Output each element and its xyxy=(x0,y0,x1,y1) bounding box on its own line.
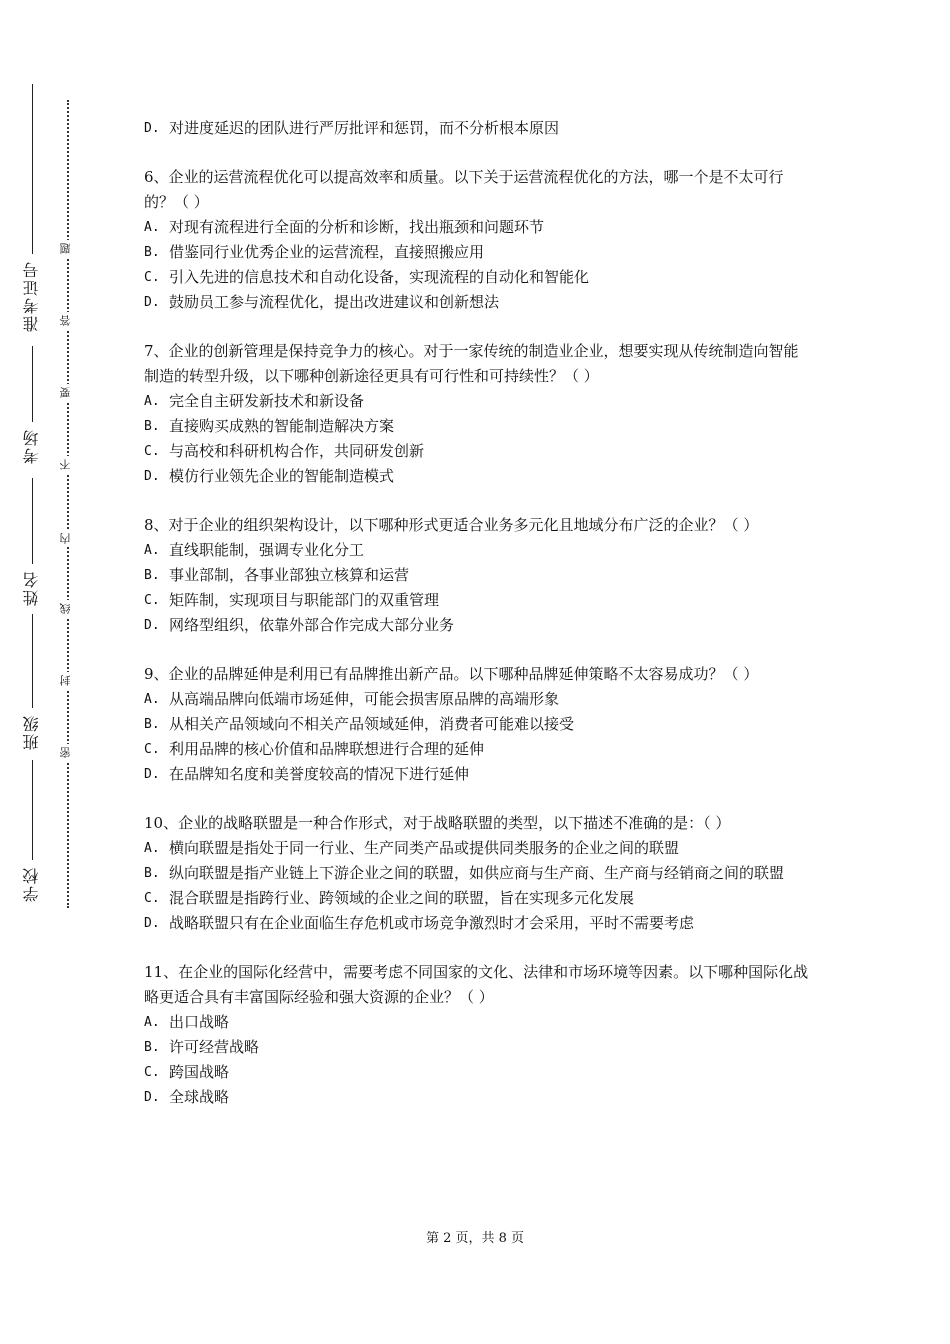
binding-margin xyxy=(0,0,120,1344)
question-8 xyxy=(144,513,812,638)
option-text: 完全自主研发新技术和新设备 xyxy=(169,392,365,410)
option-key: A. xyxy=(144,543,160,558)
blank-line xyxy=(32,614,33,708)
option-key: D. xyxy=(144,1090,160,1105)
option-text: 网络型组织，依靠外部合作完成大部分业务 xyxy=(169,616,455,634)
option-text: 从高端品牌向低端市场延伸，可能会损害原品牌的高端形象 xyxy=(169,690,560,708)
option-row xyxy=(144,1035,812,1060)
option-text: 模仿行业领先企业的智能制造模式 xyxy=(169,467,395,485)
option-text: 战略联盟只有在企业面临生存危机或市场竞争激烈时才会采用，平时不需要考虑 xyxy=(169,914,695,932)
option-key: D. xyxy=(144,121,160,136)
seal-char: 题 xyxy=(59,240,75,257)
option-text: 鼓励员工参与流程优化，提出改进建议和创新想法 xyxy=(169,293,500,311)
option-key: A. xyxy=(144,692,160,707)
seal-char: 内 xyxy=(59,530,75,547)
field-label-name: 姓名 xyxy=(22,570,41,606)
field-label-exam-room: 考场 xyxy=(22,428,41,464)
option-key: C. xyxy=(144,891,160,906)
option-key: B. xyxy=(144,866,160,881)
option-text: 出口战略 xyxy=(169,1013,230,1031)
option-row xyxy=(144,836,812,861)
option-text: 借鉴同行业优秀企业的运营流程，直接照搬应用 xyxy=(169,243,485,261)
question-stem: 6、企业的运营流程优化可以提高效率和质量。以下关于运营流程优化的方法，哪一个是不太可行的？（ ） xyxy=(144,168,784,211)
seal-char: 线 xyxy=(59,600,75,617)
seal-char: 答 xyxy=(59,312,75,329)
question-7 xyxy=(144,339,812,489)
question-content xyxy=(144,116,812,1134)
field-label-school: 学校 xyxy=(22,866,41,902)
option-text: 许可经营战略 xyxy=(169,1038,260,1056)
binding-field-exam-number xyxy=(20,84,44,338)
question-stem: 9、企业的品牌延伸是利用已有品牌推出新产品。以下哪种品牌延伸策略不太容易成功？（ ） xyxy=(144,665,759,683)
question-stem: 7、企业的创新管理是保持竞争力的核心。对于一家传统的制造业企业，想要实现从传统制造向智能制造的转型升级，以下哪种创新途径更具有可行性和可持续性？（ ） xyxy=(144,342,799,385)
option-row xyxy=(144,588,812,613)
option-row xyxy=(144,538,812,563)
page-footer: 第 2 页，共 8 页 xyxy=(425,1231,525,1246)
option-row xyxy=(144,712,812,737)
option-key: B. xyxy=(144,1040,160,1055)
option-text: 引入先进的信息技术和自动化设备，实现流程的自动化和智能化 xyxy=(169,268,590,286)
option-text: 横向联盟是指处于同一行业、生产同类产品或提供同类服务的企业之间的联盟 xyxy=(169,839,680,857)
question-6 xyxy=(144,165,812,315)
option-text: 对进度延迟的团队进行严厉批评和惩罚，而不分析根本原因 xyxy=(169,119,560,137)
seal-char: 密 xyxy=(59,744,75,761)
option-row xyxy=(144,116,812,141)
option-key: A. xyxy=(144,394,160,409)
option-row xyxy=(144,563,812,588)
option-text: 跨国战略 xyxy=(169,1063,230,1081)
seal-dotted-line xyxy=(67,100,69,908)
option-key: A. xyxy=(144,841,160,856)
option-row xyxy=(144,240,812,265)
option-text: 矩阵制，实现项目与职能部门的双重管理 xyxy=(169,591,440,609)
option-row xyxy=(144,886,812,911)
option-key: A. xyxy=(144,1015,160,1030)
question-stem: 11、在企业的国际化经营中，需要考虑不同国家的文化、法律和市场环境等因素。以下哪种国际化战略更适合具有丰富国际经验和强大资源的企业？（ ） xyxy=(144,963,809,1006)
option-key: B. xyxy=(144,568,160,583)
option-key: D. xyxy=(144,295,160,310)
blank-line xyxy=(32,84,33,254)
option-row xyxy=(144,290,812,315)
seal-char: 封 xyxy=(59,672,75,689)
option-row xyxy=(144,1060,812,1085)
blank-line xyxy=(32,478,33,564)
blank-line xyxy=(32,346,33,422)
option-row xyxy=(144,861,812,886)
option-row xyxy=(144,737,812,762)
option-text: 在品牌知名度和美誉度较高的情况下进行延伸 xyxy=(169,765,470,783)
option-key: B. xyxy=(144,245,160,260)
option-key: D. xyxy=(144,767,160,782)
option-row xyxy=(144,911,812,936)
option-row xyxy=(144,389,812,414)
option-key: D. xyxy=(144,618,160,633)
option-text: 全球战略 xyxy=(169,1088,230,1106)
question-5-tail xyxy=(144,116,812,141)
option-key: D. xyxy=(144,469,160,484)
binding-field-class xyxy=(20,614,44,756)
option-key: C. xyxy=(144,270,160,285)
option-row xyxy=(144,687,812,712)
option-key: C. xyxy=(144,444,160,459)
blank-line xyxy=(32,760,33,860)
question-stem: 8、对于企业的组织架构设计，以下哪种形式更适合业务多元化且地域分布广泛的企业？（ ） xyxy=(144,516,759,534)
seal-char: 不 xyxy=(59,456,75,473)
option-row xyxy=(144,1010,812,1035)
question-9 xyxy=(144,662,812,787)
field-label-class: 班级 xyxy=(22,714,41,750)
question-stem: 10、企业的战略联盟是一种合作形式，对于战略联盟的类型，以下描述不准确的是：（ ） xyxy=(144,814,731,832)
option-text: 利用品牌的核心价值和品牌联想进行合理的延伸 xyxy=(169,740,485,758)
option-row xyxy=(144,613,812,638)
option-row xyxy=(144,464,812,489)
option-row xyxy=(144,265,812,290)
option-key: A. xyxy=(144,220,160,235)
option-key: C. xyxy=(144,593,160,608)
option-text: 直接购买成熟的智能制造解决方案 xyxy=(169,417,395,435)
option-row xyxy=(144,1085,812,1110)
question-11 xyxy=(144,960,812,1110)
option-row xyxy=(144,215,812,240)
option-row xyxy=(144,762,812,787)
option-text: 从相关产品领域向不相关产品领域延伸，消费者可能难以接受 xyxy=(169,715,575,733)
binding-field-name xyxy=(20,478,44,612)
option-key: C. xyxy=(144,1065,160,1080)
option-key: B. xyxy=(144,419,160,434)
option-text: 直线职能制，强调专业化分工 xyxy=(169,541,365,559)
option-text: 事业部制，各事业部独立核算和运营 xyxy=(169,566,410,584)
option-text: 纵向联盟是指产业链上下游企业之间的联盟，如供应商与生产商、生产商与经销商之间的联盟 xyxy=(169,864,785,882)
option-row xyxy=(144,439,812,464)
field-label-exam-number: 准考证号 xyxy=(22,260,41,332)
seal-char: 要 xyxy=(59,384,75,401)
option-row xyxy=(144,414,812,439)
option-text: 与高校和科研机构合作，共同研发创新 xyxy=(169,442,425,460)
option-key: B. xyxy=(144,717,160,732)
option-key: C. xyxy=(144,742,160,757)
binding-field-exam-room xyxy=(20,346,44,470)
question-10 xyxy=(144,811,812,936)
binding-field-school xyxy=(20,760,44,908)
option-text: 混合联盟是指跨行业、跨领域的企业之间的联盟，旨在实现多元化发展 xyxy=(169,889,635,907)
option-text: 对现有流程进行全面的分析和诊断，找出瓶颈和问题环节 xyxy=(169,218,545,236)
option-key: D. xyxy=(144,916,160,931)
